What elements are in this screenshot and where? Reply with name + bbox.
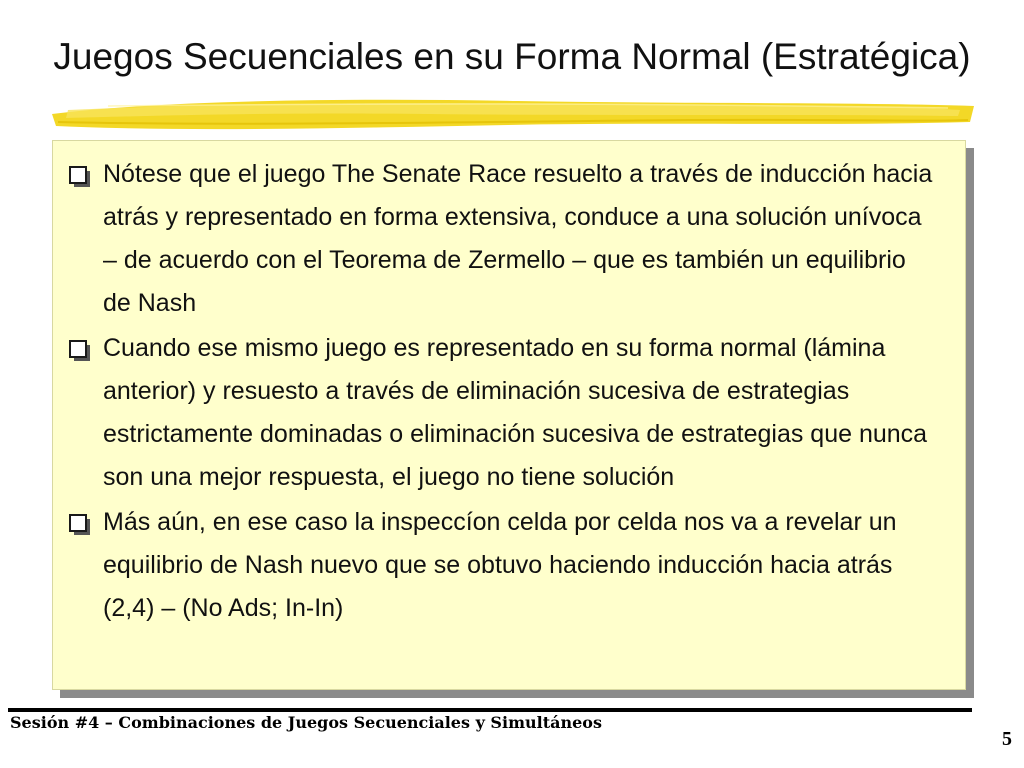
page-number: 5 <box>1002 728 1012 750</box>
bullet-text: Cuando ese mismo juego es representado en su forma normal (lámina anterior) y resuesto a través de eliminación sucesiva de estrategias estrictamente dominadas o eliminación sucesiva de estrategias que nunca son una mejor respuesta, el juego no tiene solución <box>103 334 928 491</box>
content-panel <box>52 140 966 690</box>
bullet-item <box>67 327 935 499</box>
footer-divider <box>8 708 972 712</box>
bullet-text: Más aún, en ese caso la inspeccíon celda por celda nos va a revelar un equilibrio de Nash nuevo que se obtuvo haciendo inducción hacia atrás (2,4) – (No Ads; In-In) <box>103 508 897 622</box>
bullet-list <box>53 141 965 630</box>
bullet-text: Nótese que el juego The Senate Race resuelto a través de inducción hacia atrás y representado en forma extensiva, conduce a una solución unívoca – de acuerdo con el Teorema de Zermello – que es también un equilibrio de Nash <box>103 160 933 317</box>
bullet-item <box>67 501 935 630</box>
footer-session-title: Sesión #4 – Combinaciones de Juegos Secuenciales y Simultáneos <box>10 713 602 732</box>
bullet-item <box>67 153 935 325</box>
highlight-brush-stroke <box>48 92 978 138</box>
slide-title: Juegos Secuenciales en su Forma Normal (Estratégica) <box>53 36 971 77</box>
hollow-square-bullet-icon <box>69 166 87 184</box>
hollow-square-bullet-icon <box>69 514 87 532</box>
hollow-square-bullet-icon <box>69 340 87 358</box>
